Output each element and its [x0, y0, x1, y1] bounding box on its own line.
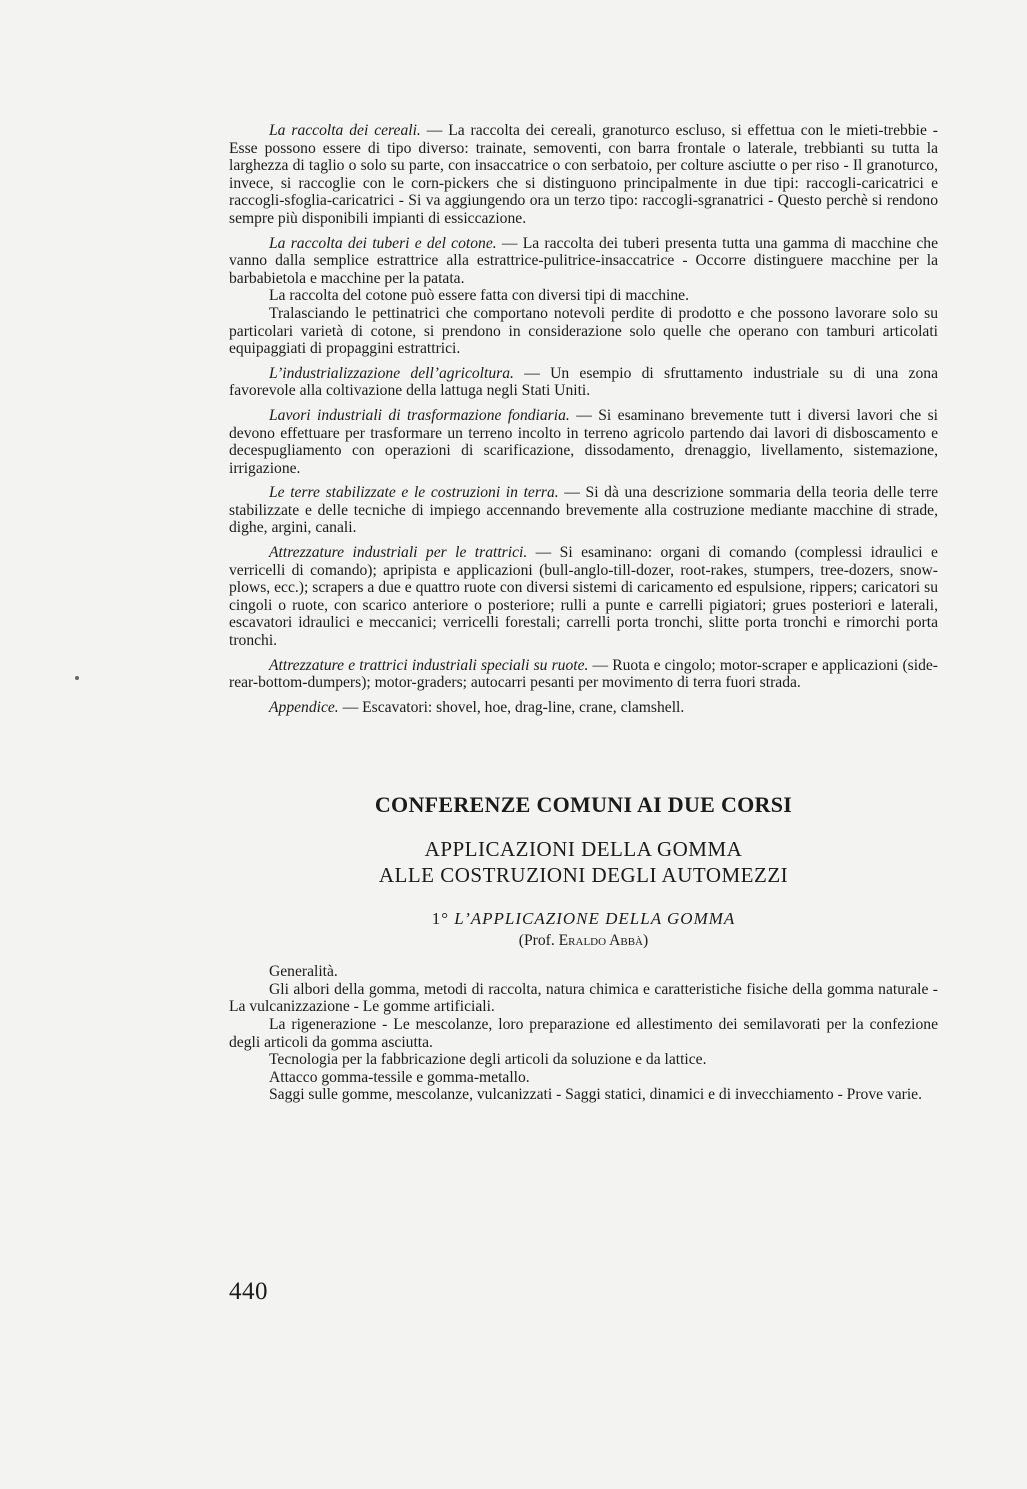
section-text: — La raccolta dei cereali, granoturco escluso, si effettua con le mieti-trebbie - Esse possono essere di tipo diverso: trainate, semoventi, con barra frontale o laterale, trebbianti su tutta la larghezza di taglio o solo su parte, con insaccatrice o con serbatoio, per colture asciutte o per riso - Il granoturco, invece, si raccoglie con le corn-pickers che si distinguono principalmente in due tipi: raccogli-caricatrici e raccogli-sfoglia-caricatrici - Si va aggiungendo ora un terzo tipo: raccogli-sgranatrici - Questo perchè si rendono sempre più disponibili impianti di essiccazione. [229, 122, 938, 227]
section-text: La raccolta del cotone può essere fatta con diversi tipi di macchine. [269, 287, 689, 305]
lecture-heading [229, 910, 938, 928]
lecture-paragraph: Attacco gomma-tessile e gomma-metallo. [269, 1068, 530, 1086]
lecturer-suffix: ) [643, 931, 649, 949]
paragraph-appendice [229, 699, 938, 717]
section-title: Attrezzature e trattrici industriali speciali su ruote. [269, 656, 589, 674]
section-title: La raccolta dei cereali. [269, 122, 421, 139]
lecturer [229, 932, 938, 950]
section-title: Appendice. [269, 698, 339, 716]
section-title: Lavori industriali di trasformazione fondiaria. [269, 406, 570, 424]
section-text: — La raccolta dei tuberi presenta tutta una gamma di macchine che vanno dalla semplice estrattrice alla estrattrice-pulitrice-insaccatrice - Occorre distinguere macchine per la barbabietola e macchine per la patata. [229, 234, 938, 287]
section-title: La raccolta dei tuberi e del cotone. [269, 234, 497, 252]
paragraph-pettinatrici [229, 305, 938, 358]
lecture-paragraph: Saggi sulle gomme, mescolanze, vulcanizzati - Saggi statici, dinamici e di invecchiamento - Prove varie. [269, 1086, 922, 1104]
section-text: — Ruota e cingolo; motor-scraper e applicazioni (side-rear-bottom-dumpers); motor-graders; autocarri pesanti per movimento di terra fuori strada. [229, 656, 938, 692]
lecturer-prefix: (Prof. [518, 931, 555, 949]
section-text: — Un esempio di sfruttamento industriale su di una zona favorevole alla coltivazione della lattuga negli Stati Uniti. [229, 364, 938, 400]
heading-subtitle [229, 836, 938, 888]
section-title: Attrezzature industriali per le trattrici. [269, 544, 528, 562]
paragraph-terre-stabilizzate [229, 484, 938, 537]
section-text: Tralasciando le pettinatrici che comportano notevoli perdite di prodotto e che possono lavorare solo su particolari varietà di cotone, si prendono in considerazione solo quelle che operano con tamburi articolati equipaggiati di propaggini estrattrici. [229, 304, 938, 358]
paragraph-attrezzature-ruote [229, 657, 938, 692]
heading-subtitle-line-1: APPLICAZIONI DELLA GOMMA [424, 837, 743, 861]
section-text: — Escavatori: shovel, hoe, drag-line, crane, clamshell. [338, 698, 685, 716]
section-text: — Si esaminano brevemente tutt i diversi lavori che si devono effettuare per trasformare un terreno incolto in terreno agricolo partendo dai lavori di disboscamento e decespugliamento con operazioni di scarificazione, dissodamento, drenaggio, livellamento, sistemazione, irrigazione. [229, 406, 938, 477]
paragraph-tuberi [229, 235, 938, 288]
heading-main: CONFERENZE COMUNI AI DUE CORSI [374, 792, 793, 818]
paragraph-lavori-industriali [229, 407, 938, 477]
lecture-paragraph: Generalità. [269, 963, 338, 981]
paragraph-attrezzature-trattrici [229, 544, 938, 650]
text-column [229, 122, 938, 1104]
lecturer-name: Eraldo Abbà [558, 931, 643, 949]
lecture-body [229, 963, 938, 1104]
lecture-number: 1° [431, 909, 450, 928]
section-title: L’industrializzazione dell’agricoltura. [269, 364, 514, 382]
lecture-paragraph: La rigenerazione - Le mescolanze, loro preparazione ed allestimento dei semilavorati per la confezione degli articoli da gomma asciutta. [229, 1015, 938, 1051]
margin-dot [75, 676, 79, 680]
paragraph-cereali [229, 122, 938, 228]
lecture-paragraph: Gli albori della gomma, metodi di raccolta, natura chimica e caratteristiche fisiche della gomma naturale - La vulcanizzazione - Le gomme artificiali. [229, 980, 938, 1016]
paragraph-cotone [229, 287, 938, 305]
lecture-paragraph: Tecnologia per la fabbricazione degli articoli da soluzione e da lattice. [269, 1051, 707, 1069]
section-text: — Si dà una descrizione sommaria della teoria delle terre stabilizzate e delle tecniche di impiego accennando brevemente alla costruzione mediante macchine di strade, dighe, argini, canali. [229, 484, 938, 537]
section-title: Le terre stabilizzate e le costruzioni in terra. [269, 484, 559, 502]
paragraph-industrializzazione [229, 365, 938, 400]
lecture-title: L’APPLICAZIONE DELLA GOMMA [454, 909, 736, 928]
section-text: — Si esaminano: organi di comando (complessi idraulici e verricelli di comando); apripista e applicazioni (bull-anglo-till-dozer, root-rakes, stumpers, tree-dozers, snow-plows, ecc.); scrapers a due e quattro ruote con diversi sistemi di caricamento ed espulsione, rippers; caricatori su cingoli o ruote, con scarico anteriore o posteriore; rulli a punte e carrelli pigiatori; grues posteriori e laterali, escavatori idraulici e meccanici; verricelli forestali; carrelli porta tronchi, slitte porta tronchi e rimorchi porta tronchi. [229, 544, 938, 650]
page-number: 440 [229, 1278, 268, 1305]
heading-subtitle-line-2: ALLE COSTRUZIONI DEGLI AUTOMEZZI [378, 863, 789, 887]
